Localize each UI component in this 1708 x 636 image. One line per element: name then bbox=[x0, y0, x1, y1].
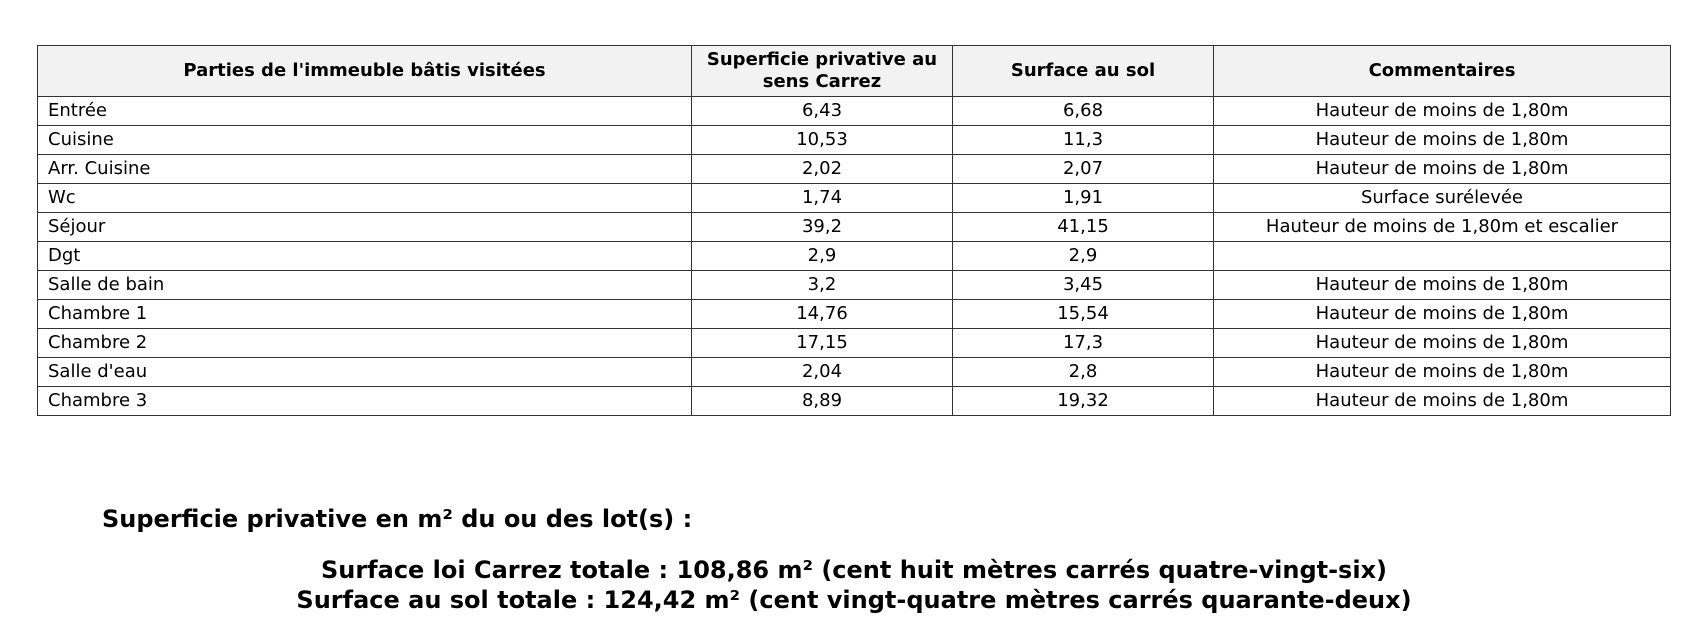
cell-room-name: Entrée bbox=[38, 97, 692, 126]
cell-floor-area: 2,07 bbox=[953, 155, 1214, 184]
cell-carrez-area: 1,74 bbox=[692, 184, 953, 213]
table-body bbox=[38, 97, 1671, 416]
table-row bbox=[38, 184, 1671, 213]
table-row bbox=[38, 387, 1671, 416]
cell-carrez-area: 17,15 bbox=[692, 329, 953, 358]
cell-floor-area: 6,68 bbox=[953, 97, 1214, 126]
cell-carrez-area: 3,2 bbox=[692, 271, 953, 300]
cell-room-name: Wc bbox=[38, 184, 692, 213]
cell-carrez-area: 14,76 bbox=[692, 300, 953, 329]
cell-comment: Hauteur de moins de 1,80m bbox=[1214, 126, 1671, 155]
header-surface-sol: Surface au sol bbox=[953, 46, 1214, 97]
cell-carrez-area: 8,89 bbox=[692, 387, 953, 416]
cell-carrez-area: 2,02 bbox=[692, 155, 953, 184]
cell-carrez-area: 6,43 bbox=[692, 97, 953, 126]
cell-comment: Hauteur de moins de 1,80m bbox=[1214, 155, 1671, 184]
cell-floor-area: 41,15 bbox=[953, 213, 1214, 242]
cell-comment: Hauteur de moins de 1,80m bbox=[1214, 271, 1671, 300]
carrez-total: Surface loi Carrez totale : 108,86 m² (cent huit mètres carrés quatre-vingt-six) bbox=[320, 556, 1388, 584]
cell-room-name: Dgt bbox=[38, 242, 692, 271]
cell-floor-area: 2,9 bbox=[953, 242, 1214, 271]
table-row bbox=[38, 358, 1671, 387]
header-carrez: Superficie privative au sens Carrez bbox=[692, 46, 953, 97]
cell-floor-area: 19,32 bbox=[953, 387, 1214, 416]
cell-comment: Hauteur de moins de 1,80m bbox=[1214, 358, 1671, 387]
cell-floor-area: 1,91 bbox=[953, 184, 1214, 213]
table-header-row bbox=[38, 46, 1671, 97]
cell-floor-area: 11,3 bbox=[953, 126, 1214, 155]
table-row bbox=[38, 155, 1671, 184]
cell-comment: Hauteur de moins de 1,80m bbox=[1214, 329, 1671, 358]
cell-room-name: Salle de bain bbox=[38, 271, 692, 300]
cell-floor-area: 3,45 bbox=[953, 271, 1214, 300]
cell-comment: Hauteur de moins de 1,80m bbox=[1214, 300, 1671, 329]
sol-total: Surface au sol totale : 124,42 m² (cent vingt-quatre mètres carrés quarante-deux) bbox=[296, 586, 1412, 614]
cell-carrez-area: 2,04 bbox=[692, 358, 953, 387]
cell-comment: Hauteur de moins de 1,80m bbox=[1214, 387, 1671, 416]
summary-heading: Superficie privative en m² du ou des lot(s) : bbox=[102, 505, 693, 533]
cell-room-name: Séjour bbox=[38, 213, 692, 242]
cell-room-name: Chambre 2 bbox=[38, 329, 692, 358]
table-row bbox=[38, 329, 1671, 358]
cell-room-name: Chambre 3 bbox=[38, 387, 692, 416]
table-row bbox=[38, 300, 1671, 329]
cell-carrez-area: 10,53 bbox=[692, 126, 953, 155]
table-row bbox=[38, 242, 1671, 271]
cell-floor-area: 15,54 bbox=[953, 300, 1214, 329]
table-row bbox=[38, 271, 1671, 300]
table-row bbox=[38, 97, 1671, 126]
cell-room-name: Cuisine bbox=[38, 126, 692, 155]
cell-carrez-area: 39,2 bbox=[692, 213, 953, 242]
cell-room-name: Chambre 1 bbox=[38, 300, 692, 329]
cell-carrez-area: 2,9 bbox=[692, 242, 953, 271]
header-commentaires: Commentaires bbox=[1214, 46, 1671, 97]
cell-comment: Surface surélevée bbox=[1214, 184, 1671, 213]
header-parties: Parties de l'immeuble bâtis visitées bbox=[38, 46, 692, 97]
cell-floor-area: 2,8 bbox=[953, 358, 1214, 387]
table-row bbox=[38, 126, 1671, 155]
cell-floor-area: 17,3 bbox=[953, 329, 1214, 358]
cell-comment: Hauteur de moins de 1,80m et escalier bbox=[1214, 213, 1671, 242]
surfaces-table bbox=[37, 45, 1671, 416]
cell-comment: Hauteur de moins de 1,80m bbox=[1214, 97, 1671, 126]
totals-block bbox=[0, 555, 1708, 615]
cell-comment bbox=[1214, 242, 1671, 271]
table-row bbox=[38, 213, 1671, 242]
cell-room-name: Arr. Cuisine bbox=[38, 155, 692, 184]
cell-room-name: Salle d'eau bbox=[38, 358, 692, 387]
